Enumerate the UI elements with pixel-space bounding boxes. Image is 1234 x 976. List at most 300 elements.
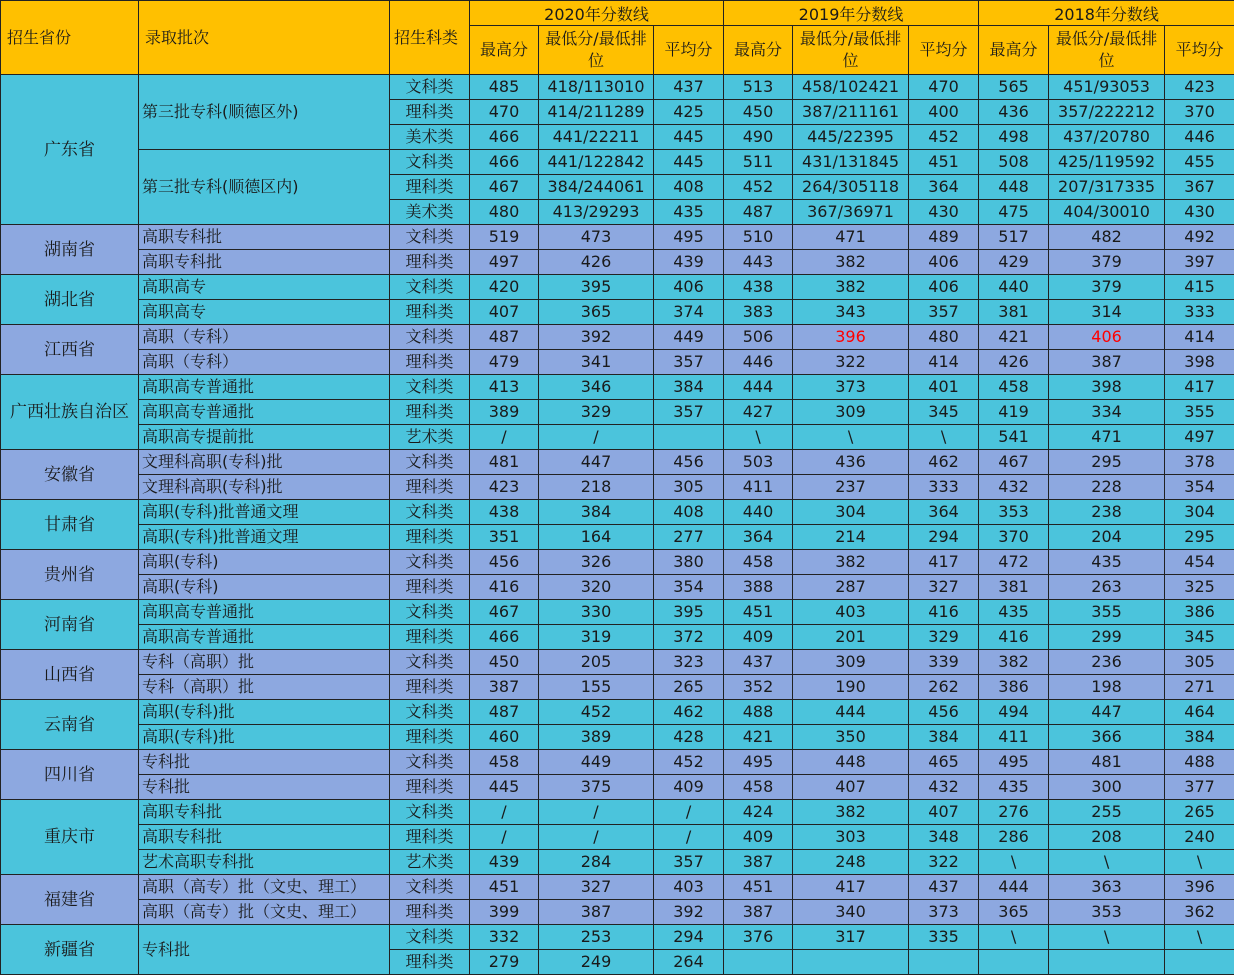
avg-score-cell: 392 [654, 900, 724, 925]
category-cell: 理科类 [390, 350, 470, 375]
min-rank-cell: 363 [1049, 875, 1165, 900]
avg-score-cell: 408 [654, 175, 724, 200]
min-rank-cell: 452 [539, 700, 654, 725]
min-rank-cell: 208 [1049, 825, 1165, 850]
avg-score-cell: 355 [1165, 400, 1234, 425]
avg-score-cell: 415 [1165, 275, 1234, 300]
max-score-cell: 506 [724, 325, 793, 350]
max-score-cell: / [470, 425, 539, 450]
avg-score-cell: 456 [909, 700, 979, 725]
max-score-cell: \ [979, 850, 1049, 875]
min-rank-cell: 379 [1049, 275, 1165, 300]
min-rank-cell: / [539, 825, 654, 850]
category-cell: 文科类 [390, 600, 470, 625]
max-score-cell: 487 [724, 200, 793, 225]
batch-cell: 专科批 [139, 750, 390, 775]
max-score-cell: / [470, 825, 539, 850]
header-year-2018: 2018年分数线 [979, 1, 1234, 26]
avg-score-cell: 400 [909, 100, 979, 125]
avg-score-cell: 374 [654, 300, 724, 325]
avg-score-cell: 265 [1165, 800, 1234, 825]
max-score-cell: 494 [979, 700, 1049, 725]
category-cell: 理科类 [390, 525, 470, 550]
max-score-cell: 495 [724, 750, 793, 775]
min-rank-cell: 382 [793, 250, 909, 275]
max-score-cell: 495 [979, 750, 1049, 775]
province-cell: 安徽省 [1, 450, 139, 500]
batch-cell: 第三批专科(顺德区内) [139, 150, 390, 225]
min-rank-cell: 327 [539, 875, 654, 900]
min-rank-cell: 407 [793, 775, 909, 800]
avg-score-cell: 264 [654, 950, 724, 975]
max-score-cell: 440 [724, 500, 793, 525]
table-row [1, 550, 1234, 575]
min-rank-cell: 214 [793, 525, 909, 550]
avg-score-cell: 357 [654, 400, 724, 425]
table-row [1, 250, 1234, 275]
avg-score-cell: 294 [909, 525, 979, 550]
min-rank-cell: 304 [793, 500, 909, 525]
min-rank-cell: 417 [793, 875, 909, 900]
min-rank-cell: 382 [793, 800, 909, 825]
min-rank-cell: 343 [793, 300, 909, 325]
min-rank-cell [793, 950, 909, 975]
min-rank-cell: 379 [1049, 250, 1165, 275]
avg-score-cell: 277 [654, 525, 724, 550]
table-row [1, 350, 1234, 375]
max-score-cell: 389 [470, 400, 539, 425]
avg-score-cell: 357 [909, 300, 979, 325]
min-rank-cell: 431/131845 [793, 150, 909, 175]
max-score-cell: 409 [724, 625, 793, 650]
header-avg-2020: 平均分 [654, 26, 724, 75]
avg-score-cell: 430 [909, 200, 979, 225]
avg-score-cell: 384 [1165, 725, 1234, 750]
avg-score-cell: 446 [1165, 125, 1234, 150]
max-score-cell: 480 [470, 200, 539, 225]
batch-cell: 高职专科批 [139, 800, 390, 825]
max-score-cell: 387 [724, 900, 793, 925]
min-rank-cell: 355 [1049, 600, 1165, 625]
min-rank-cell: 205 [539, 650, 654, 675]
min-rank-cell: 387 [1049, 350, 1165, 375]
avg-score-cell: 333 [1165, 300, 1234, 325]
table-row [1, 775, 1234, 800]
max-score-cell: 411 [724, 475, 793, 500]
min-rank-cell: 346 [539, 375, 654, 400]
table-row [1, 525, 1234, 550]
avg-score-cell: 367 [1165, 175, 1234, 200]
batch-cell: 高职高专 [139, 275, 390, 300]
min-rank-cell: 384 [539, 500, 654, 525]
avg-score-cell: 397 [1165, 250, 1234, 275]
table-header [1, 1, 1234, 75]
min-rank-cell: 384/244061 [539, 175, 654, 200]
max-score-cell: 467 [979, 450, 1049, 475]
header-year-2020: 2020年分数线 [470, 1, 724, 26]
batch-cell: 高职高专普通批 [139, 400, 390, 425]
min-rank-cell: 403 [793, 600, 909, 625]
max-score-cell: 399 [470, 900, 539, 925]
max-score-cell: 370 [979, 525, 1049, 550]
category-cell: 理科类 [390, 300, 470, 325]
max-score-cell: 487 [470, 325, 539, 350]
avg-score-cell: \ [1165, 850, 1234, 875]
min-rank-cell: 340 [793, 900, 909, 925]
avg-score-cell: 406 [654, 275, 724, 300]
category-cell: 文科类 [390, 550, 470, 575]
avg-score-cell: 428 [654, 725, 724, 750]
avg-score-cell: 452 [654, 750, 724, 775]
max-score-cell: 381 [979, 575, 1049, 600]
max-score-cell: 498 [979, 125, 1049, 150]
province-cell: 重庆市 [1, 800, 139, 875]
avg-score-cell: 396 [1165, 875, 1234, 900]
avg-score-cell: 335 [909, 925, 979, 950]
table-row [1, 375, 1234, 400]
avg-score-cell: 265 [654, 675, 724, 700]
avg-score-cell: 406 [909, 275, 979, 300]
avg-score-cell: 403 [654, 875, 724, 900]
batch-cell: 高职专科批 [139, 225, 390, 250]
min-rank-cell: 447 [1049, 700, 1165, 725]
table-row [1, 500, 1234, 525]
min-rank-cell: 392 [539, 325, 654, 350]
min-rank-cell: 387/211161 [793, 100, 909, 125]
category-cell: 理科类 [390, 175, 470, 200]
max-score-cell: 387 [470, 675, 539, 700]
max-score-cell: 451 [470, 875, 539, 900]
min-rank-cell: / [539, 425, 654, 450]
batch-cell: 高职高专普通批 [139, 625, 390, 650]
category-cell: 文科类 [390, 450, 470, 475]
batch-cell: 高职高专普通批 [139, 375, 390, 400]
max-score-cell: 382 [979, 650, 1049, 675]
avg-score-cell [654, 425, 724, 450]
min-rank-cell: 238 [1049, 500, 1165, 525]
min-rank-cell: 264/305118 [793, 175, 909, 200]
avg-score-cell: 364 [909, 500, 979, 525]
min-rank-cell: 236 [1049, 650, 1165, 675]
table-row [1, 325, 1234, 350]
avg-score-cell: 373 [909, 900, 979, 925]
min-rank-cell: 253 [539, 925, 654, 950]
max-score-cell: 416 [979, 625, 1049, 650]
avg-score-cell: 333 [909, 475, 979, 500]
avg-score-cell: 295 [1165, 525, 1234, 550]
batch-cell: 专科批 [139, 775, 390, 800]
avg-score-cell: 452 [909, 125, 979, 150]
avg-score-cell: 437 [654, 75, 724, 100]
min-rank-cell: 426 [539, 250, 654, 275]
max-score-cell: 424 [724, 800, 793, 825]
max-score-cell: 445 [470, 775, 539, 800]
avg-score-cell: 327 [909, 575, 979, 600]
avg-score-cell: / [654, 800, 724, 825]
header-max-2019: 最高分 [724, 26, 793, 75]
max-score-cell: 503 [724, 450, 793, 475]
max-score-cell: 364 [724, 525, 793, 550]
batch-cell: 高职(专科)批 [139, 700, 390, 725]
min-rank-cell: 481 [1049, 750, 1165, 775]
category-cell: 文科类 [390, 325, 470, 350]
category-cell: 艺术类 [390, 425, 470, 450]
max-score-cell: 456 [470, 550, 539, 575]
header-avg-2019: 平均分 [909, 26, 979, 75]
max-score-cell: 460 [470, 725, 539, 750]
avg-score-cell: 439 [654, 250, 724, 275]
avg-score-cell: 406 [909, 250, 979, 275]
max-score-cell: 407 [470, 300, 539, 325]
avg-score-cell: 445 [654, 150, 724, 175]
min-rank-cell: 441/22211 [539, 125, 654, 150]
province-cell: 江西省 [1, 325, 139, 375]
max-score-cell: 467 [470, 175, 539, 200]
batch-cell: 高职(专科)批普通文理 [139, 525, 390, 550]
category-cell: 艺术类 [390, 850, 470, 875]
max-score-cell: 443 [724, 250, 793, 275]
max-score-cell: 435 [979, 600, 1049, 625]
max-score-cell: 458 [724, 775, 793, 800]
table-row [1, 725, 1234, 750]
batch-cell: 高职（高专）批（文史、理工） [139, 900, 390, 925]
min-rank-cell: 395 [539, 275, 654, 300]
table-row [1, 750, 1234, 775]
max-score-cell: 488 [724, 700, 793, 725]
max-score-cell: 279 [470, 950, 539, 975]
min-rank-cell: 309 [793, 650, 909, 675]
max-score-cell: 352 [724, 675, 793, 700]
avg-score-cell: 489 [909, 225, 979, 250]
table-row [1, 850, 1234, 875]
max-score-cell: 276 [979, 800, 1049, 825]
category-cell: 理科类 [390, 825, 470, 850]
avg-score-cell: 425 [654, 100, 724, 125]
min-rank-cell: 365 [539, 300, 654, 325]
min-rank-cell: 295 [1049, 450, 1165, 475]
max-score-cell: 451 [724, 600, 793, 625]
max-score-cell: 565 [979, 75, 1049, 100]
batch-cell: 第三批专科(顺德区外) [139, 75, 390, 150]
header-min-rank-2019: 最低分/最低排位 [793, 26, 909, 75]
max-score-cell: 365 [979, 900, 1049, 925]
min-rank-cell: 299 [1049, 625, 1165, 650]
category-cell: 美术类 [390, 200, 470, 225]
batch-cell: 专科（高职）批 [139, 650, 390, 675]
avg-score-cell: 362 [1165, 900, 1234, 925]
batch-cell: 高职高专 [139, 300, 390, 325]
avg-score-cell: 423 [1165, 75, 1234, 100]
header-max-2020: 最高分 [470, 26, 539, 75]
table-row [1, 800, 1234, 825]
max-score-cell: 513 [724, 75, 793, 100]
avg-score-cell: 339 [909, 650, 979, 675]
min-rank-cell: 284 [539, 850, 654, 875]
min-rank-cell: 444 [793, 700, 909, 725]
province-cell: 河南省 [1, 600, 139, 650]
province-cell: 甘肃省 [1, 500, 139, 550]
min-rank-cell: 366 [1049, 725, 1165, 750]
min-rank-cell: \ [793, 425, 909, 450]
avg-score-cell: 430 [1165, 200, 1234, 225]
min-rank-cell: 198 [1049, 675, 1165, 700]
avg-score-cell: 437 [909, 875, 979, 900]
batch-cell: 高职高专提前批 [139, 425, 390, 450]
category-cell: 文科类 [390, 750, 470, 775]
avg-score-cell: 386 [1165, 600, 1234, 625]
batch-cell: 高职（专科） [139, 350, 390, 375]
min-rank-cell: 382 [793, 550, 909, 575]
avg-score-cell: 398 [1165, 350, 1234, 375]
min-rank-cell: 300 [1049, 775, 1165, 800]
category-cell: 文科类 [390, 650, 470, 675]
avg-score-cell: 345 [909, 400, 979, 425]
avg-score-cell: 271 [1165, 675, 1234, 700]
table-row [1, 900, 1234, 925]
header-batch: 录取批次 [139, 1, 390, 75]
max-score-cell: 467 [470, 600, 539, 625]
max-score-cell: 519 [470, 225, 539, 250]
max-score-cell: 388 [724, 575, 793, 600]
category-cell: 文科类 [390, 150, 470, 175]
min-rank-cell: 389 [539, 725, 654, 750]
table-row [1, 450, 1234, 475]
avg-score-cell: 370 [1165, 100, 1234, 125]
min-rank-cell: 319 [539, 625, 654, 650]
table-row [1, 300, 1234, 325]
table-row [1, 625, 1234, 650]
max-score-cell: 435 [979, 775, 1049, 800]
avg-score-cell: 495 [654, 225, 724, 250]
min-rank-cell: 357/222212 [1049, 100, 1165, 125]
category-cell: 理科类 [390, 675, 470, 700]
avg-score-cell: 451 [909, 150, 979, 175]
max-score-cell [724, 950, 793, 975]
min-rank-cell: 204 [1049, 525, 1165, 550]
max-score-cell: 420 [470, 275, 539, 300]
avg-score-cell: 462 [909, 450, 979, 475]
max-score-cell: 421 [724, 725, 793, 750]
header-max-2018: 最高分 [979, 26, 1049, 75]
min-rank-cell: 447 [539, 450, 654, 475]
max-score-cell: 438 [724, 275, 793, 300]
max-score-cell: 419 [979, 400, 1049, 425]
max-score-cell: 485 [470, 75, 539, 100]
min-rank-cell: 437/20780 [1049, 125, 1165, 150]
max-score-cell: 541 [979, 425, 1049, 450]
max-score-cell: 517 [979, 225, 1049, 250]
max-score-cell: 286 [979, 825, 1049, 850]
max-score-cell: 450 [470, 650, 539, 675]
table-row [1, 75, 1234, 100]
avg-score-cell: 364 [909, 175, 979, 200]
batch-cell: 高职（高专）批（文史、理工） [139, 875, 390, 900]
category-cell: 理科类 [390, 775, 470, 800]
min-rank-cell: 218 [539, 475, 654, 500]
category-cell: 理科类 [390, 250, 470, 275]
avg-score-cell: 445 [654, 125, 724, 150]
min-rank-cell: 341 [539, 350, 654, 375]
avg-score-cell: 497 [1165, 425, 1234, 450]
avg-score-cell: 395 [654, 600, 724, 625]
min-rank-cell: 413/29293 [539, 200, 654, 225]
max-score-cell: 444 [979, 875, 1049, 900]
avg-score-cell: 345 [1165, 625, 1234, 650]
avg-score-cell: 262 [909, 675, 979, 700]
min-rank-cell: 350 [793, 725, 909, 750]
min-rank-cell: 458/102421 [793, 75, 909, 100]
min-rank-cell: 387 [539, 900, 654, 925]
avg-score-cell: 354 [654, 575, 724, 600]
table-row [1, 575, 1234, 600]
batch-cell: 文理科高职(专科)批 [139, 475, 390, 500]
category-cell: 理科类 [390, 400, 470, 425]
province-cell: 贵州省 [1, 550, 139, 600]
avg-score-cell: 305 [654, 475, 724, 500]
min-rank-cell: 398 [1049, 375, 1165, 400]
category-cell: 文科类 [390, 500, 470, 525]
min-rank-cell: 330 [539, 600, 654, 625]
avg-score-cell: 372 [654, 625, 724, 650]
category-cell: 美术类 [390, 125, 470, 150]
header-category: 招生科类 [390, 1, 470, 75]
avg-score-cell: 414 [1165, 325, 1234, 350]
avg-score-cell: 407 [909, 800, 979, 825]
category-cell: 文科类 [390, 225, 470, 250]
max-score-cell: 351 [470, 525, 539, 550]
min-rank-cell: 482 [1049, 225, 1165, 250]
avg-score-cell: 492 [1165, 225, 1234, 250]
batch-cell: 文理科高职(专科)批 [139, 450, 390, 475]
min-rank-cell: 441/122842 [539, 150, 654, 175]
min-rank-cell: 334 [1049, 400, 1165, 425]
max-score-cell: 429 [979, 250, 1049, 275]
max-score-cell: 466 [470, 150, 539, 175]
max-score-cell: 411 [979, 725, 1049, 750]
max-score-cell: 426 [979, 350, 1049, 375]
table-row [1, 925, 1234, 950]
min-rank-cell: 471 [1049, 425, 1165, 450]
max-score-cell: 381 [979, 300, 1049, 325]
avg-score-cell: 348 [909, 825, 979, 850]
avg-score-cell: 409 [654, 775, 724, 800]
max-score-cell: 475 [979, 200, 1049, 225]
min-rank-cell: 382 [793, 275, 909, 300]
min-rank-cell: \ [1049, 925, 1165, 950]
min-rank-cell: 201 [793, 625, 909, 650]
min-rank-cell: 404/30010 [1049, 200, 1165, 225]
max-score-cell: 436 [979, 100, 1049, 125]
category-cell: 文科类 [390, 275, 470, 300]
avg-score-cell: 480 [909, 325, 979, 350]
avg-score-cell: 378 [1165, 450, 1234, 475]
min-rank-cell: 237 [793, 475, 909, 500]
min-rank-cell: 320 [539, 575, 654, 600]
province-cell: 湖南省 [1, 225, 139, 275]
avg-score-cell: 384 [654, 375, 724, 400]
max-score-cell: 444 [724, 375, 793, 400]
max-score-cell: 446 [724, 350, 793, 375]
min-rank-cell: 373 [793, 375, 909, 400]
avg-score-cell: 488 [1165, 750, 1234, 775]
min-rank-cell: 249 [539, 950, 654, 975]
max-score-cell: 451 [724, 875, 793, 900]
avg-score-cell: 329 [909, 625, 979, 650]
min-rank-cell: 471 [793, 225, 909, 250]
max-score-cell: 440 [979, 275, 1049, 300]
table-row [1, 225, 1234, 250]
avg-score-cell: 455 [1165, 150, 1234, 175]
